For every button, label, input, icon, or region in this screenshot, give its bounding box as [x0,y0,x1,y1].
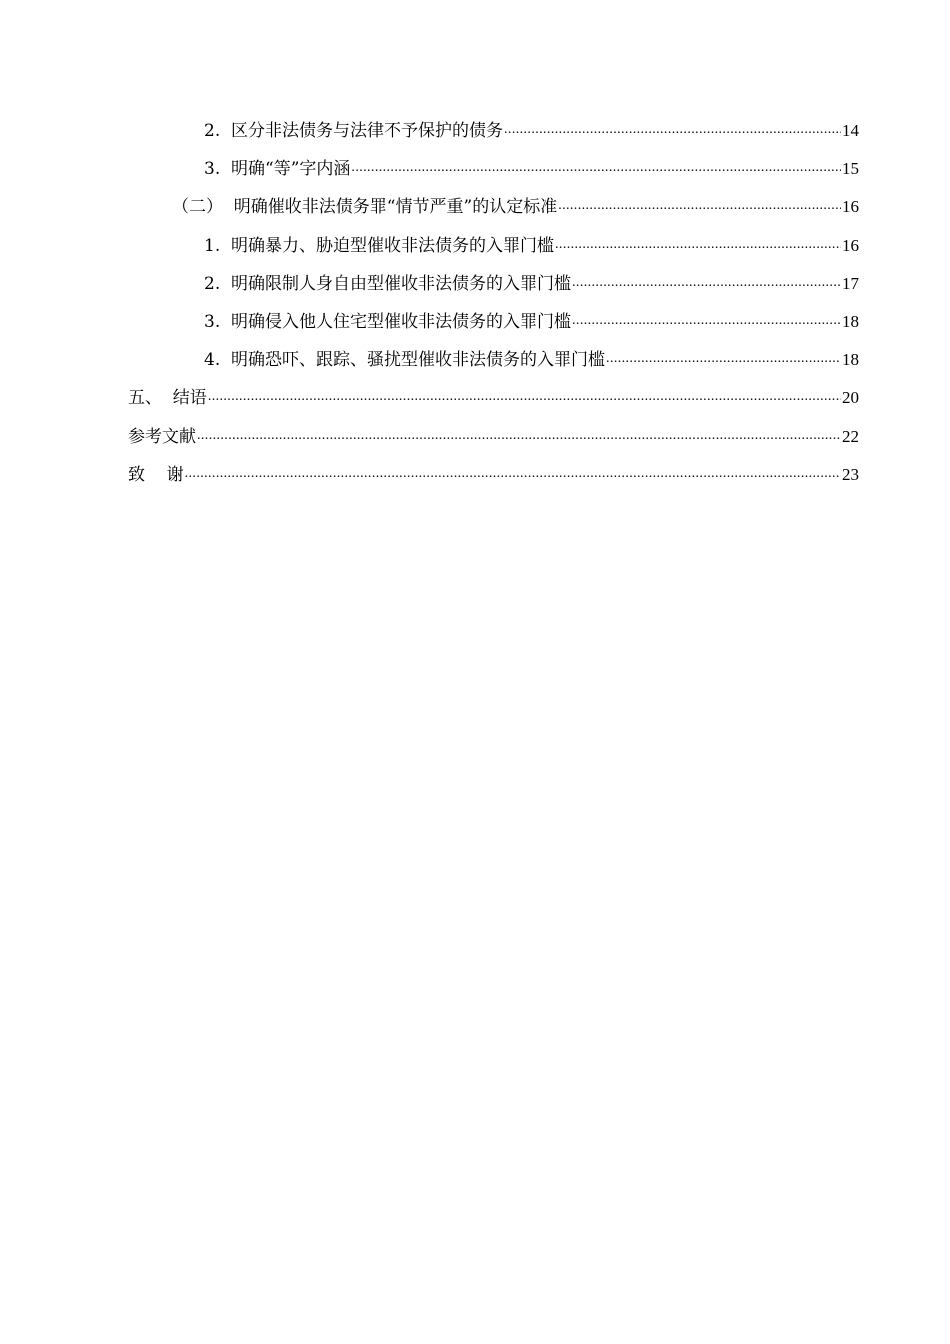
toc-entry[interactable] [0,227,859,265]
toc-dot-leader [185,465,841,485]
toc-entry[interactable] [0,112,859,150]
toc-dot-leader [572,312,841,332]
toc-dot-leader [555,236,841,256]
toc-dot-leader [504,121,841,141]
toc-entry-title: 2. 区分非法债务与法律不予保护的债务 [204,121,504,142]
toc-dot-leader [572,274,841,294]
toc-entry-title: 参考文献 [128,426,196,447]
toc-entry-title: 五、 结语 [128,388,207,409]
toc-page-number: 23 [842,464,859,484]
toc-dot-leader [208,388,841,408]
toc-entry[interactable] [0,341,859,379]
toc-entry[interactable] [0,456,859,494]
toc-dot-leader [606,350,841,370]
toc-entry-title: 2. 明确限制人身自由型催收非法债务的入罪门槛 [204,273,572,294]
toc-entry-title: 致 谢 [128,464,184,485]
toc-page-number: 17 [842,273,859,293]
toc-page-number: 15 [842,159,859,179]
toc-page-number: 18 [842,312,859,332]
table-of-contents [0,112,950,494]
toc-page-number: 16 [842,197,859,217]
toc-entry[interactable] [0,265,859,303]
toc-page-number: 20 [842,388,859,408]
toc-entry-title: （二） 明确催收非法债务罪“情节严重”的认定标准 [172,197,558,218]
toc-entry-title: 3. 明确侵入他人住宅型催收非法债务的入罪门槛 [204,312,572,333]
toc-entry[interactable] [0,150,859,188]
toc-dot-leader [558,197,841,217]
toc-page-number: 18 [842,350,859,370]
toc-entry-title: 1. 明确暴力、胁迫型催收非法债务的入罪门槛 [204,235,555,256]
toc-dot-leader [197,427,841,447]
toc-page-number: 22 [842,426,859,446]
toc-page-number: 14 [842,121,859,141]
toc-entry-title: 4. 明确恐吓、跟踪、骚扰型催收非法债务的入罪门槛 [204,350,606,371]
toc-page-number: 16 [842,235,859,255]
toc-entry[interactable] [0,418,859,456]
toc-entry-title: 3. 明确“等”字内涵 [204,159,351,180]
toc-dot-leader [351,159,841,179]
toc-entry[interactable] [0,303,859,341]
toc-entry[interactable] [0,379,859,417]
toc-entry[interactable] [0,188,859,226]
